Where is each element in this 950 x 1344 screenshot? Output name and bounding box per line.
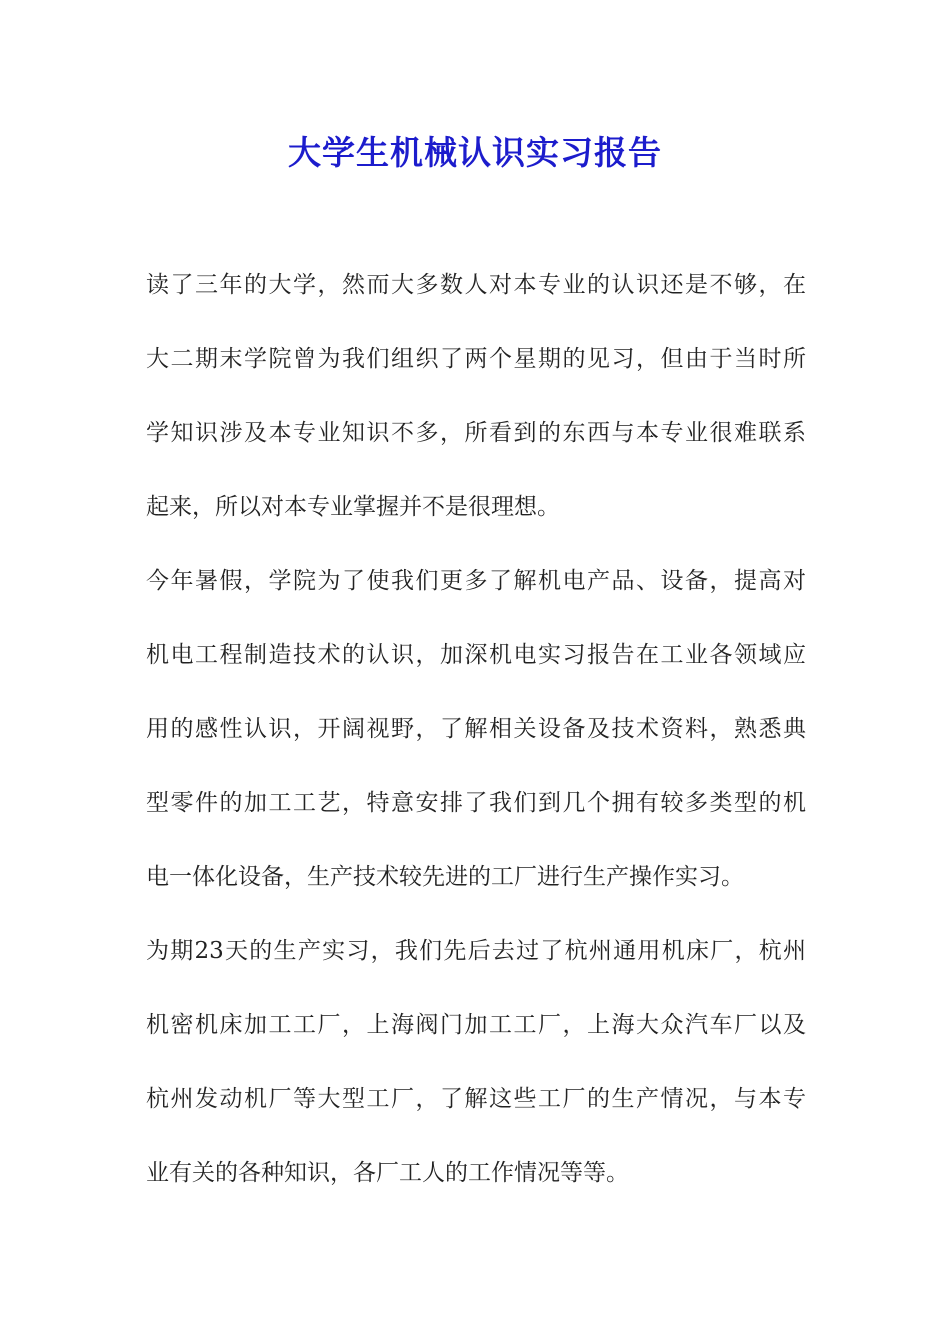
paragraph-2-line-1: 今年暑假，学院为了使我们更多了解机电产品、设备，提高对 — [146, 568, 806, 594]
paragraph-1-line-2: 大二期末学院曾为我们组织了两个星期的见习，但由于当时所 — [146, 346, 806, 372]
document-body — [146, 262, 806, 1224]
document-title: 大学生机械认识实习报告 — [288, 133, 662, 172]
paragraph-2-line-3: 用的感性认识，开阔视野，了解相关设备及技术资料，熟悉典 — [146, 716, 806, 742]
paragraph-3-line-3: 杭州发动机厂等大型工厂，了解这些工厂的生产情况，与本专 — [146, 1086, 806, 1112]
paragraph-3-line-1: 为期23天的生产实习，我们先后去过了杭州通用机床厂，杭州 — [146, 938, 806, 964]
paragraph-2-line-5: 电一体化设备，生产技术较先进的工厂进行生产操作实习。 — [146, 864, 744, 890]
paragraph-3-line-2: 机密机床加工工厂，上海阀门加工工厂，上海大众汽车厂以及 — [146, 1012, 806, 1038]
paragraph-3-line-4: 业有关的各种知识，各厂工人的工作情况等等。 — [146, 1160, 629, 1186]
paragraph-1-line-4: 起来，所以对本专业掌握并不是很理想。 — [146, 494, 560, 520]
paragraph-2-line-2: 机电工程制造技术的认识，加深机电实习报告在工业各领域应 — [146, 642, 806, 668]
paragraph-2-line-4: 型零件的加工工艺，特意安排了我们到几个拥有较多类型的机 — [146, 790, 806, 816]
paragraph-1-line-1: 读了三年的大学，然而大多数人对本专业的认识还是不够，在 — [146, 272, 806, 298]
paragraph-1-line-3: 学知识涉及本专业知识不多，所看到的东西与本专业很难联系 — [146, 420, 806, 446]
